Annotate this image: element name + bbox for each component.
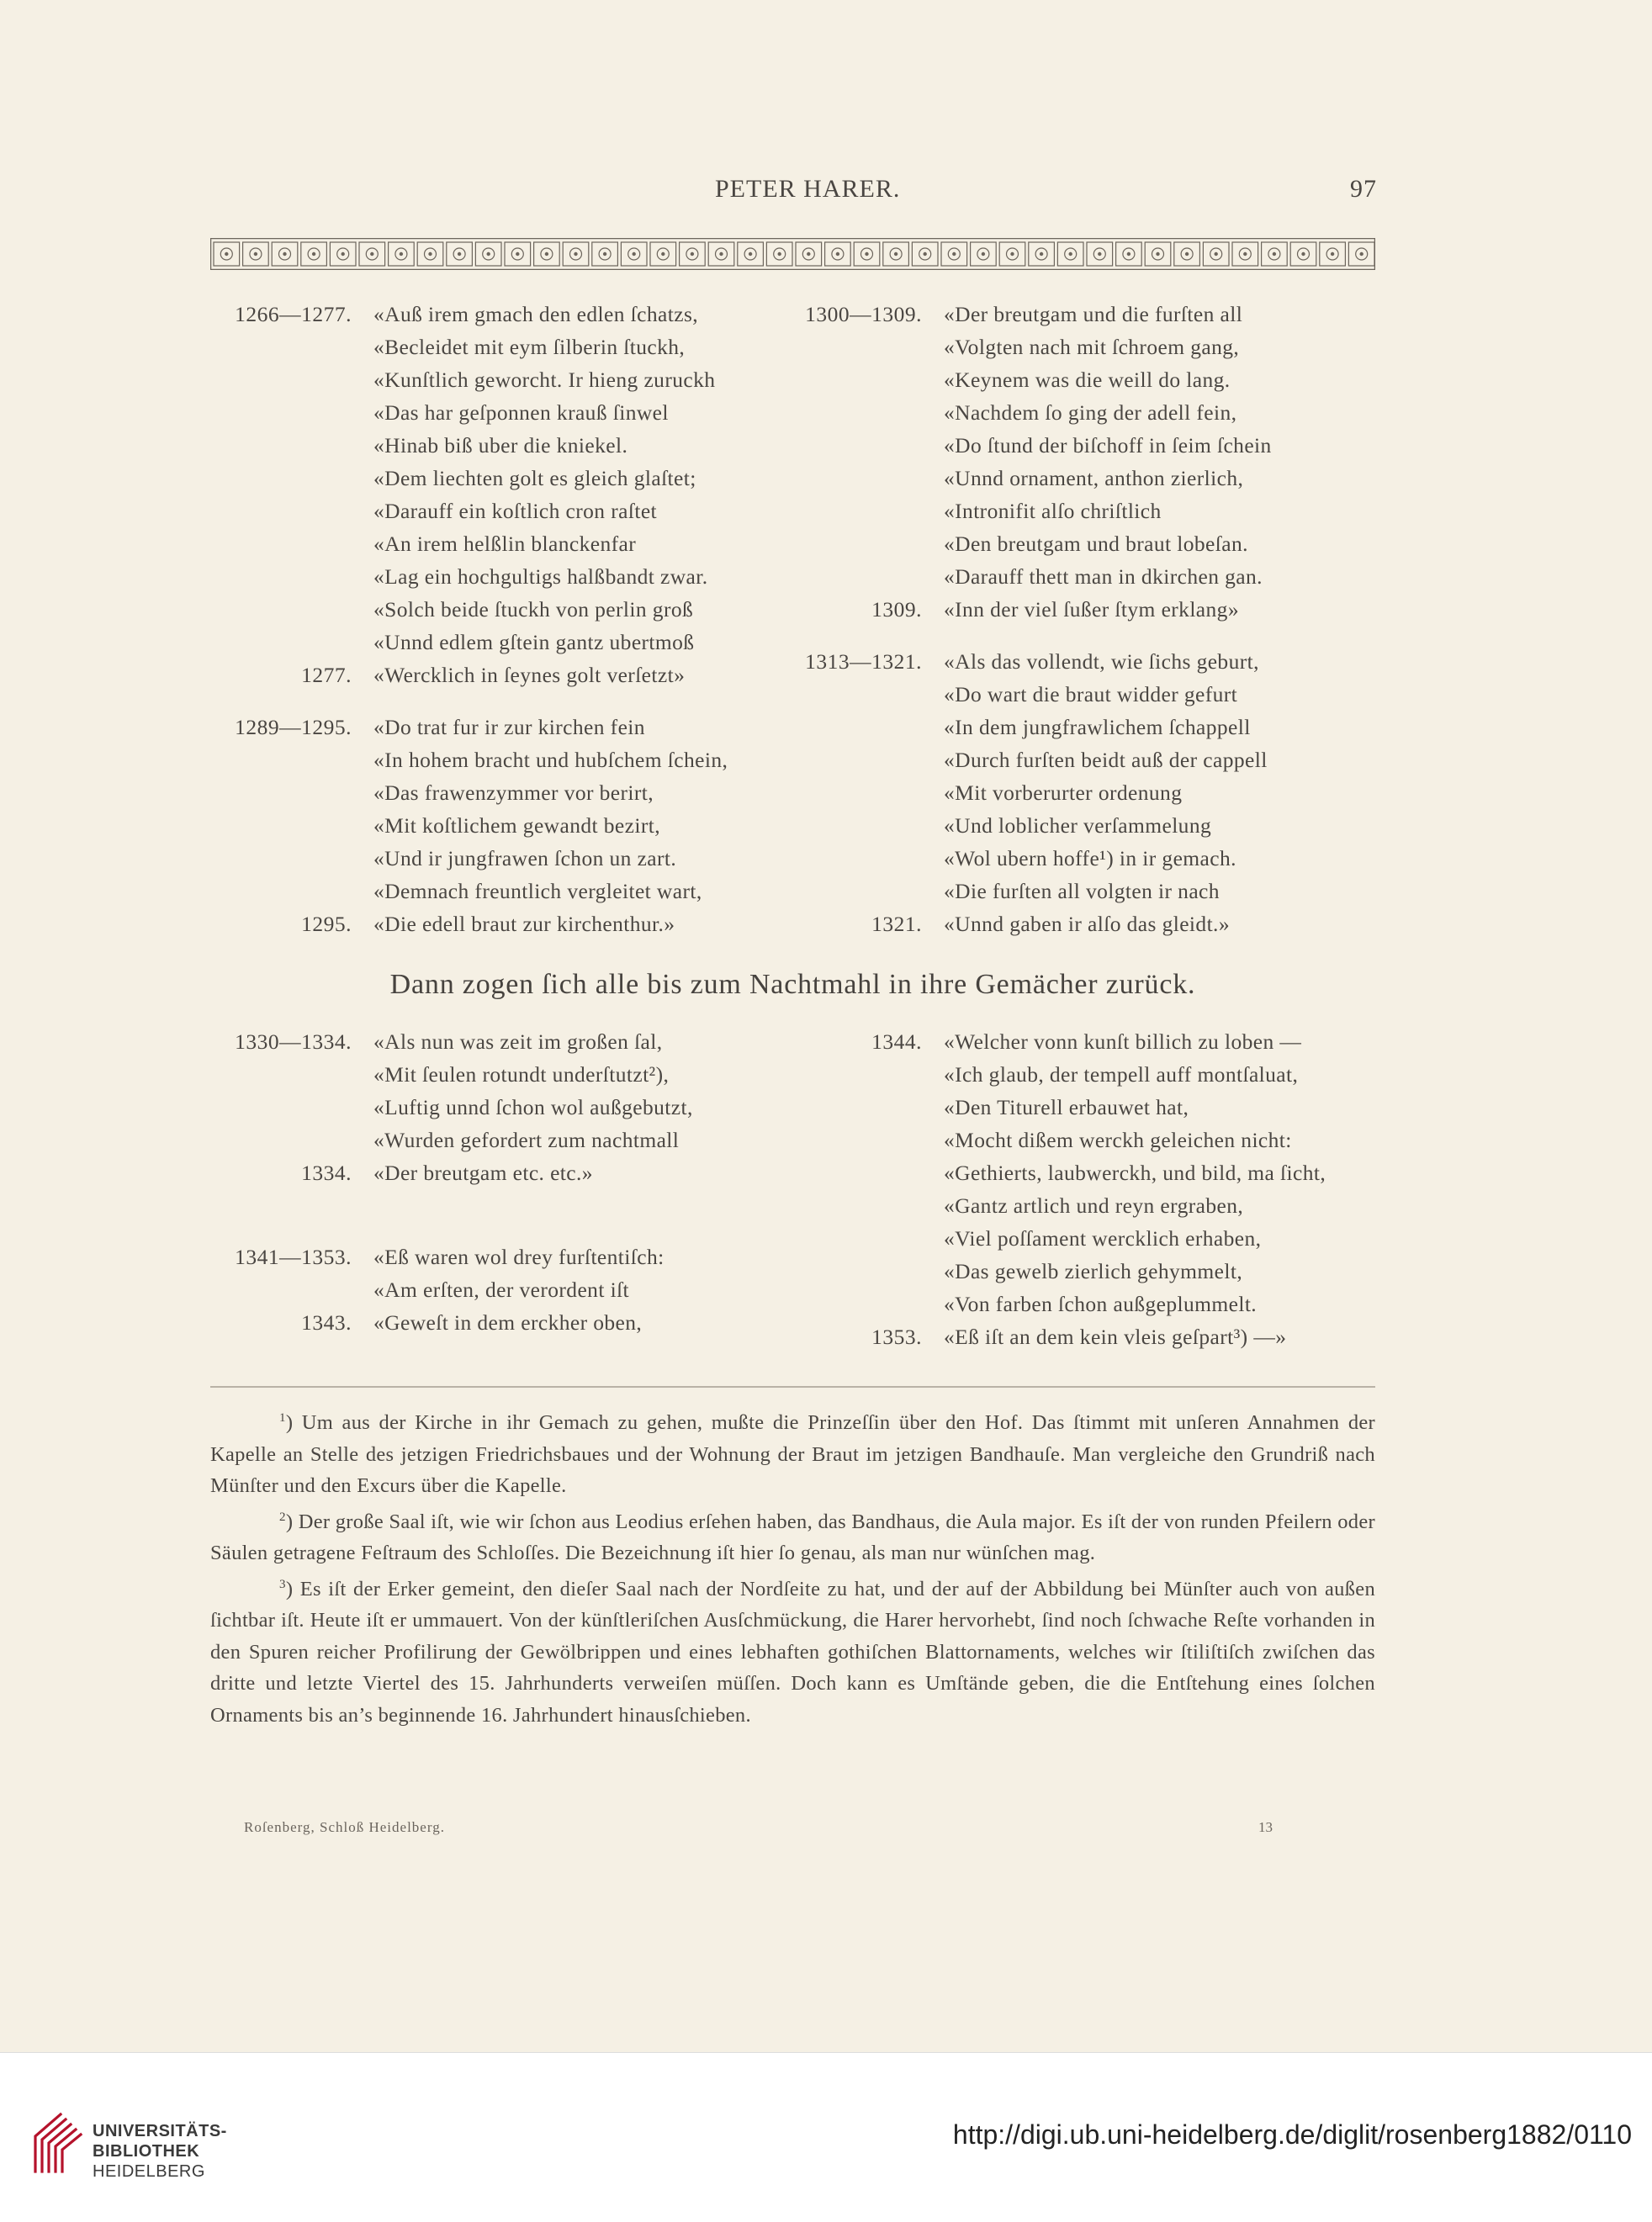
line-number: 1300—1309. — [805, 302, 922, 326]
verse-text: «Viel poſſament wercklich erhaben, — [944, 1226, 1262, 1251]
line-number — [210, 462, 373, 495]
line-number — [210, 1091, 373, 1124]
verse-text: «Intronifit alſo chriſtlich — [944, 499, 1162, 523]
verse-line — [210, 363, 728, 396]
line-number — [210, 429, 373, 462]
ornament-dot — [225, 252, 228, 256]
line-number: 1266—1277. — [235, 302, 352, 326]
footnote-3 — [210, 1569, 1375, 1732]
ornament-dot — [516, 252, 519, 256]
ornament-dot — [458, 252, 461, 256]
verse-line — [781, 396, 1272, 429]
line-number — [781, 678, 944, 711]
verse-line — [781, 678, 1272, 711]
ornament-dot — [691, 252, 694, 256]
verse-line — [210, 593, 728, 626]
line-number — [210, 743, 373, 776]
verse-text: «In hohem bracht und hubſchem ſchein, — [373, 748, 728, 772]
verse-line — [210, 842, 728, 875]
verse-text: «Die edell braut zur kirchenthur.» — [373, 912, 675, 936]
verse-text: «Als das vollendt, wie ſichs geburt, — [944, 649, 1259, 674]
ornament-dot — [1127, 252, 1130, 256]
footnote-marker: 2 — [279, 1510, 286, 1524]
permalink-url[interactable]: http://digi.ub.uni-heidelberg.de/diglit/rosenberg1882/0110 — [952, 2119, 1632, 2150]
ornament-dot — [1069, 252, 1072, 256]
line-number — [781, 462, 944, 495]
line-number — [210, 1273, 373, 1306]
verse-text: «Keynem was die weill do lang. — [944, 368, 1231, 392]
verse-text: «Eß waren wol drey furſtentiſch: — [373, 1245, 665, 1269]
verse-line — [781, 363, 1272, 396]
verse-text: «Dem liechten golt es gleich glaſtet; — [373, 466, 696, 490]
verse-text: «Wercklich in ſeynes golt verſetzt» — [373, 663, 686, 687]
line-number: 1289—1295. — [235, 715, 352, 739]
verse-line — [210, 776, 728, 809]
verse-line — [210, 527, 728, 560]
verse-text: «Durch furſten beidt auß der cappell — [944, 748, 1268, 772]
verse-text: «Inn der viel ſußer ſtym erklang» — [944, 597, 1239, 622]
verse-line — [781, 593, 1272, 626]
verse-line — [781, 429, 1272, 462]
verse-line — [210, 809, 728, 842]
verse-text: «Darauff ein koſtlich cron raſtet — [373, 499, 658, 523]
ornament-dot — [1360, 252, 1363, 256]
line-number — [210, 776, 373, 809]
verse-text: «Darauff thett man in dkirchen gan. — [944, 564, 1263, 589]
verse-line — [781, 776, 1272, 809]
verse-text: «In dem jungfrawlichem ſchappell — [944, 715, 1251, 739]
line-number: 1341—1353. — [235, 1245, 352, 1269]
footnotes — [210, 1403, 1375, 1731]
line-number — [781, 1189, 944, 1222]
verse-text: «Geweſt in dem erckher oben, — [373, 1310, 643, 1335]
stanza-gap — [781, 626, 1272, 645]
verse-text: «Von farben ſchon außgeplummelt. — [944, 1292, 1258, 1316]
line-number: 1313—1321. — [805, 649, 922, 674]
verse-text: «Do wart die braut widder gefurt — [944, 682, 1238, 706]
line-number — [781, 1288, 944, 1320]
verse-text: «Den Titurell erbauwet hat, — [944, 1095, 1189, 1119]
verse-line — [781, 298, 1272, 331]
verse-text: «Luftig unnd ſchon wol außgebutzt, — [373, 1095, 693, 1119]
verse-column-right — [781, 298, 1272, 940]
sheet-number: 13 — [1258, 1819, 1273, 1835]
verse-line — [210, 1091, 693, 1124]
verse-text: «Eß iſt an dem kein vleis geſpart³) —» — [944, 1325, 1287, 1349]
ornament-dot — [1301, 252, 1305, 256]
footnote-rule — [210, 1386, 1375, 1388]
footnote-marker: 1 — [279, 1411, 286, 1425]
verse-text: «Die furſten all volgten ir nach — [944, 879, 1220, 903]
verse-text: «Demnach freuntlich vergleitet wart, — [373, 879, 702, 903]
line-number — [210, 842, 373, 875]
stanza-gap — [210, 691, 728, 711]
verse-text: «Mit ſeulen rotundt underſtutzt²), — [373, 1062, 670, 1087]
line-number — [781, 331, 944, 363]
verse-block — [781, 645, 1272, 940]
line-number — [781, 1222, 944, 1255]
verse-line — [781, 842, 1272, 875]
line-number — [210, 1058, 373, 1091]
verse-text: «Becleidet mit eym ſilberin ſtuckh, — [373, 335, 686, 359]
verse-text: «Do trat fur ir zur kirchen fein — [373, 715, 645, 739]
verse-line — [210, 659, 728, 691]
line-number — [210, 875, 373, 907]
ornament-dot — [836, 252, 839, 256]
verse-block — [210, 1025, 693, 1189]
verse-line — [781, 711, 1272, 743]
line-number — [781, 1058, 944, 1091]
verse-text: «Unnd ornament, anthon zierlich, — [944, 466, 1244, 490]
verse-line — [781, 1189, 1326, 1222]
ornament-dot — [807, 252, 810, 256]
running-head-title: PETER HARER. — [715, 175, 901, 203]
line-number — [210, 396, 373, 429]
verse-line — [781, 1288, 1326, 1320]
line-number — [781, 711, 944, 743]
verse-text: «Den breutgam und braut lobeſan. — [944, 532, 1248, 556]
ornament-dot — [1040, 252, 1043, 256]
verse-text: «Mit koſtlichem gewandt bezirt, — [373, 813, 660, 838]
verse-line — [210, 560, 728, 593]
verse-text: «Unnd edlem gſtein gantz ubertmoß — [373, 630, 695, 654]
verse-text: «Und loblicher verſammelung — [944, 813, 1212, 838]
ornament-dot — [1215, 252, 1218, 256]
line-number — [781, 495, 944, 527]
verse-text: «Nachdem ſo ging der adell fein, — [944, 400, 1237, 425]
page-number: 97 — [1350, 175, 1377, 203]
verse-line — [210, 743, 728, 776]
ornament-dot — [370, 252, 373, 256]
ornament-dot — [574, 252, 577, 256]
line-number — [781, 842, 944, 875]
verse-block — [210, 1241, 693, 1339]
footnote-text: ) Der große Saal iſt, wie wir ſchon aus Leodius erſehen haben, das Bandhaus, die Aula major. Es iſt der von runden Pfeilern oder Säulen getragene Feſtraum des Schloſſes. Die Bezeichnung iſt hier ſo genau, als man nur wünſchen mag. — [210, 1510, 1375, 1565]
verse-text: «Der breutgam etc. etc.» — [373, 1161, 593, 1185]
ornament-dot — [545, 252, 548, 256]
line-number — [781, 1091, 944, 1124]
ornament-dot — [661, 252, 665, 256]
verse-line — [781, 1222, 1326, 1255]
footnote-2 — [210, 1502, 1375, 1569]
footnote-1 — [210, 1403, 1375, 1502]
verse-block — [210, 711, 728, 940]
verse-text: «Der breutgam und die furſten all — [944, 302, 1243, 326]
verse-text: «Lag ein hochgultigs halßbandt zwar. — [373, 564, 708, 589]
verse-line — [210, 429, 728, 462]
verse-line — [210, 298, 728, 331]
verse-line — [781, 1058, 1326, 1091]
verse-line — [210, 495, 728, 527]
ornament-dot — [1098, 252, 1101, 256]
line-number: 1353. — [871, 1325, 922, 1349]
logo-line-3: HEIDELBERG — [93, 2162, 205, 2181]
verse-line — [210, 1156, 693, 1189]
verse-text: «Als nun was zeit im großen ſal, — [373, 1029, 663, 1054]
verse-line — [781, 743, 1272, 776]
ornament-dot — [719, 252, 723, 256]
line-number — [781, 560, 944, 593]
ornament-dot — [894, 252, 897, 256]
stanza-gap — [210, 1189, 693, 1241]
verse-line — [781, 1025, 1326, 1058]
ornamental-border — [210, 238, 1375, 270]
verse-text: «Und ir jungfrawen ſchon un zart. — [373, 846, 677, 870]
verse-text: «Welcher vonn kunſt billich zu loben — — [944, 1029, 1302, 1054]
ornament-dot — [1010, 252, 1014, 256]
line-number — [781, 527, 944, 560]
verse-text: «Das gewelb zierlich gehymmelt, — [944, 1259, 1243, 1283]
line-number: 1334. — [301, 1161, 352, 1185]
line-number: 1344. — [871, 1029, 922, 1054]
ornament-dot — [1273, 252, 1276, 256]
ornament-dot — [982, 252, 985, 256]
ornament-dot — [778, 252, 781, 256]
ornament-dot — [749, 252, 752, 256]
verse-line — [781, 527, 1272, 560]
line-number — [781, 429, 944, 462]
verse-line — [781, 875, 1272, 907]
verse-text: «An irem helßlin blanckenfar — [373, 532, 637, 556]
line-number — [210, 527, 373, 560]
verse-text: «Ich glaub, der tempell auff montſaluat, — [944, 1062, 1299, 1087]
verse-line — [781, 645, 1272, 678]
verse-line — [781, 1124, 1326, 1156]
verse-text: «Wurden gefordert zum nachtmall — [373, 1128, 680, 1152]
verse-line — [781, 1091, 1326, 1124]
line-number — [210, 331, 373, 363]
verse-line — [781, 462, 1272, 495]
verse-line — [210, 1306, 693, 1339]
ornament-dot — [633, 252, 636, 256]
verse-column-left-2 — [210, 1025, 693, 1339]
verse-line — [210, 1025, 693, 1058]
verse-line — [781, 495, 1272, 527]
line-number: 1330—1334. — [235, 1029, 352, 1054]
verse-line — [781, 560, 1272, 593]
verse-text: «Mocht dißem werckh geleichen nicht: — [944, 1128, 1292, 1152]
verse-block — [781, 1025, 1326, 1353]
ornament-dot — [400, 252, 403, 256]
line-number — [781, 809, 944, 842]
verse-line — [210, 1241, 693, 1273]
ornament-dot — [865, 252, 868, 256]
ornament-dot — [1156, 252, 1159, 256]
verse-text: «Das frawenzymmer vor berirt, — [373, 780, 654, 805]
logo-line-2: BIBLIOTHEK — [93, 2142, 200, 2161]
verse-line — [781, 1320, 1326, 1353]
verse-line — [781, 809, 1272, 842]
line-number — [210, 560, 373, 593]
ornament-dot — [254, 252, 257, 256]
line-number — [781, 363, 944, 396]
verse-column-left — [210, 298, 728, 940]
line-number — [210, 495, 373, 527]
section-heading: Dann zogen ſich alle bis zum Nachtmahl in ihre Gemächer zurück. — [389, 969, 1196, 1000]
library-logo-icon — [29, 2111, 84, 2175]
line-number: 1309. — [871, 597, 922, 622]
verse-text: «Auß irem gmach den edlen ſchatzs, — [373, 302, 699, 326]
verse-text: «Am erſten, der verordent iſt — [373, 1278, 630, 1302]
verse-block — [210, 298, 728, 691]
line-number — [781, 1255, 944, 1288]
verse-line — [781, 907, 1272, 940]
line-number: 1295. — [301, 912, 352, 936]
verse-line — [210, 626, 728, 659]
verse-text: «Kunſtlich geworcht. Ir hieng zuruckh — [373, 368, 716, 392]
line-number: 1277. — [301, 663, 352, 687]
verse-line — [210, 1124, 693, 1156]
verse-text: «Do ſtund der biſchoff in ſeim ſchein — [944, 433, 1272, 458]
verse-line — [210, 331, 728, 363]
line-number — [210, 1124, 373, 1156]
ornament-dot — [283, 252, 286, 256]
line-number — [210, 626, 373, 659]
ornament-dot — [924, 252, 927, 256]
ornament-dot — [952, 252, 956, 256]
verse-line — [210, 711, 728, 743]
printer-line: Roſenberg, Schloß Heidelberg. — [244, 1819, 445, 1835]
verse-line — [210, 396, 728, 429]
verse-block — [781, 298, 1272, 626]
ornament-dot — [603, 252, 606, 256]
ornament-dot — [1331, 252, 1334, 256]
ornament-dot — [342, 252, 345, 256]
verse-text: «Unnd gaben ir alſo das gleidt.» — [944, 912, 1230, 936]
verse-line — [781, 1156, 1326, 1189]
verse-text: «Volgten nach mit ſchroem gang, — [944, 335, 1240, 359]
line-number — [781, 776, 944, 809]
line-number — [210, 363, 373, 396]
footnote-marker: 3 — [279, 1577, 286, 1591]
verse-line — [210, 907, 728, 940]
line-number — [781, 396, 944, 429]
verse-line — [210, 462, 728, 495]
verse-line — [781, 331, 1272, 363]
verse-text: «Wol ubern hoffe¹) in ir gemach. — [944, 846, 1236, 870]
library-logo-text — [93, 2121, 227, 2182]
ornament-dot — [487, 252, 490, 256]
footnote-text: ) Um aus der Kirche in ihr Gemach zu gehen, mußte die Prinzeſſin über den Hof. Das ſtimmt mit unſeren Annahmen der Kapelle an Stelle des jetzigen Friedrichsbaues und der Wohnung der Braut im jetzigen Bandhauſe. Man vergleiche den Grundriß nach Münſter und den Excurs über die Kapelle. — [210, 1411, 1375, 1498]
verse-text: «Hinab biß uber die kniekel. — [373, 433, 628, 458]
verse-text: «Gethierts, laubwerckh, und bild, ma ſicht, — [944, 1161, 1326, 1185]
line-number — [781, 743, 944, 776]
verse-line — [781, 1255, 1326, 1288]
verse-text: «Gantz artlich und reyn ergraben, — [944, 1193, 1244, 1218]
logo-line-1: UNIVERSITÄTS- — [93, 2122, 227, 2140]
ornament-dot — [312, 252, 315, 256]
line-number — [210, 809, 373, 842]
line-number — [210, 593, 373, 626]
line-number — [781, 1124, 944, 1156]
footnote-text: ) Es iſt der Erker gemeint, den dieſer Saal nach der Nordſeite zu hat, und der auf der Abbildung bei Münſter auch von außen ſichtbar iſt. Heute iſt er ummauert. Von der künſtleriſchen Ausſchmückung, die Harer hervorhebt, ſind noch ſchwache Reſte vorhanden in den Spuren reicher Profilirung der Gewölbrippen und eines lebhaften gothiſchen Blattornaments, welches wir ſtiliſtiſch zwiſchen das dritte und letzte Viertel des 15. Jahrhunderts verweiſen müſſen. Doch kann es Umſtände geben, die die Entſtehung eines ſolchen Ornaments bis an’s beginnende 16. Jahrhundert hinausſchieben. — [210, 1577, 1375, 1727]
verse-column-right-2 — [781, 1025, 1326, 1353]
ornament-dot — [1243, 252, 1247, 256]
line-number — [781, 875, 944, 907]
line-number — [781, 1156, 944, 1189]
ornament-dot — [1185, 252, 1189, 256]
verse-text: «Solch beide ſtuckh von perlin groß — [373, 597, 694, 622]
verse-text: «Mit vorberurter ordenung — [944, 780, 1183, 805]
line-number: 1321. — [871, 912, 922, 936]
verse-line — [210, 1058, 693, 1091]
verse-line — [210, 875, 728, 907]
verse-line — [210, 1273, 693, 1306]
verse-text: «Das har geſponnen krauß ſinwel — [373, 400, 669, 425]
line-number: 1343. — [301, 1310, 352, 1335]
ornament-dot — [428, 252, 432, 256]
